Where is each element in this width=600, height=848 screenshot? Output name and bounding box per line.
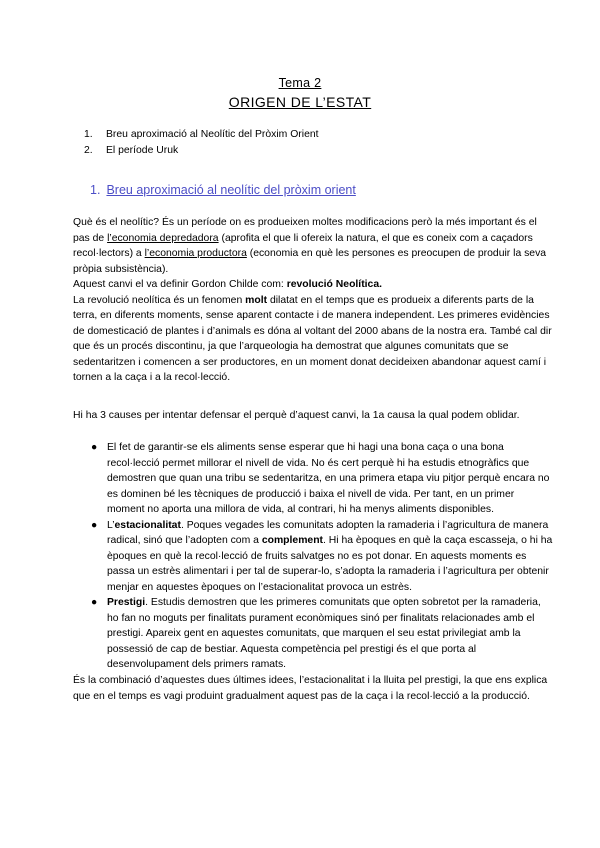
bold-term-revolucio: revolució Neolítica. [286, 279, 382, 290]
section-heading-title: Breu aproximació al neolític del pròxim orient [106, 183, 356, 197]
text-run: L’ [107, 519, 115, 531]
underlined-term-productora: l’economia productora [144, 248, 247, 259]
bold-term-estacionalitat: estacionalitat [114, 519, 181, 531]
bullet-icon: ● [91, 519, 98, 531]
paragraph-conclusion: És la combinació d’aquestes dues últimes idees, l’estacionalitat i la lluita pel prestigi, la que ens explica que en el temps es vagi produint gradualment aquest pas de la caça i la recol·lecció a la producció. [73, 675, 548, 702]
text-run: (aprofita el que li ofereix la natura, el que es coneix com a caçadors recol·lectors) a [73, 232, 533, 259]
list-item-text [93, 595, 553, 673]
toc-item [84, 143, 319, 159]
text-run: Aquest canvi el va definir Gordon Childe com: [73, 279, 287, 290]
table-of-contents [84, 127, 319, 159]
toc-item-label: Breu aproximació al Neolític del Pròxim Orient [106, 129, 319, 140]
causes-list [73, 440, 553, 673]
paragraph-neolithic-intro [73, 215, 553, 386]
paragraph-causes-intro: Hi ha 3 causes per intentar defensar el perquè d’aquest canvi, la 1a causa la qual podem oblidar. [73, 410, 520, 421]
bold-term-prestigi: Prestigi [107, 597, 146, 608]
bullet-icon: ● [91, 597, 98, 608]
text-run: (economia en què les persones es preocupen de produir la seva pròpia subsistència). [73, 248, 547, 275]
list-item-text [93, 440, 553, 518]
bullet-icon: ● [91, 442, 98, 453]
text-run: La revolució neolítica és un fenomen [73, 294, 246, 306]
toc-item [84, 127, 319, 143]
bold-term-molt: molt [245, 294, 268, 306]
list-item [73, 595, 553, 673]
text-run: El fet de garantir-se els aliments sense esperar que hi hagi una bona caça o una bona recol·lecció permet millorar el nivell de vida. No és cert perquè hi ha estudis etnogràfics que demostren que quan una tribu se sedentaritza, en una primera etapa viu pitjor perquè encara no es dominen bé les tècniques de producció i baixa el nivell de vida. Per tant, en un primer moment no aporta una millora de vida, al contrari, hi ha menys aliments disponibles. [107, 442, 550, 515]
section-heading [90, 183, 356, 197]
topic-number: Tema 2 [278, 76, 322, 90]
section-heading-number: 1. [90, 183, 101, 197]
toc-item-number: 2. [84, 145, 93, 156]
text-run: Què és el neolític? És un període on es produeixen moltes modificacions però la més important és el pas de [73, 217, 537, 244]
list-item-text [93, 518, 553, 596]
text-run: dilatat en el temps que es produeix a diferents parts de la terra, en diferents moments, sense aparent contacte i de manera independent. Les primeres evidències de domesticació de plantes i d’animals es dóna al voltant del 2000 abans de la nostra era. També cal dir que és un procés discontinu, ja que l’arqueologia ha demostrat que algunes comunitats que se sedentaritzen i comencen a ser productores, en un moment donat decideixen abandonar aquest camí i tornen a la caça i a la recol·lecció. [73, 294, 552, 383]
bold-term-complement: complement [261, 535, 324, 546]
toc-item-label: El període Uruk [106, 145, 179, 156]
toc-item-number: 1. [84, 129, 93, 140]
text-run: . Hi ha èpoques en què la caça escasseja, o hi ha èpoques en què la recol·lecció de fruits salvatges no es pot donar. En aquests moments es passa un estrès alimentari i per tal de superar-lo, s’adopta la ramaderia i l’agricultura per obtenir menjar en aquestes èpoques on l’estacionalitat provoca un estrès. [107, 535, 553, 593]
list-item [73, 518, 553, 596]
list-item [73, 440, 553, 518]
text-run: . Estudis demostren que les primeres comunitats que opten sobretot per la ramaderia, ho fan no moguts per finalitats purament econòmiques sinó per finalitats relacionades amb el prestigi. Apareix gent en aquestes comunitats, que marquen el seu estat privilegiat amb la possessió de cap de bestiar. Aquesta competència pel prestigi és el que porta al desenvolupament dels primers ramats. [107, 597, 541, 670]
text-run: . Poques vegades les comunitats adopten la ramaderia i l’agricultura de manera radical, sinó que l’adopten com a [107, 519, 549, 546]
page-title: ORIGEN DE L’ESTAT [228, 94, 372, 110]
underlined-term-depredadora: l’economia depredadora [107, 232, 219, 244]
